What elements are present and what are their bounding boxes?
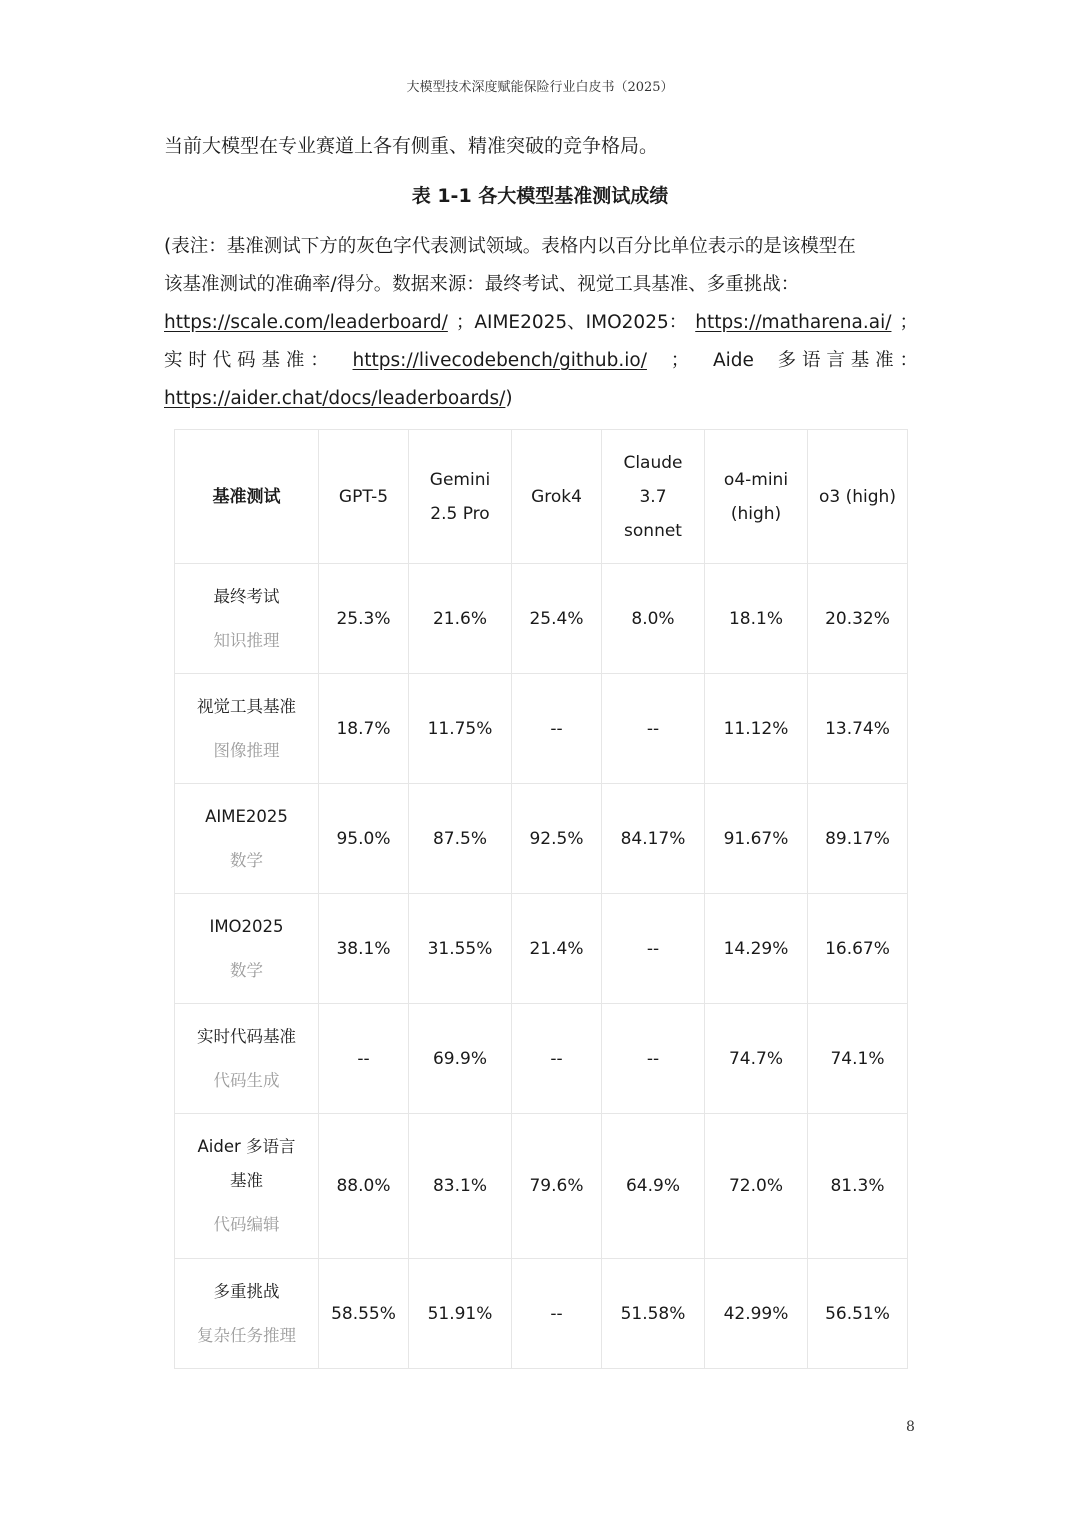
note-livecode-label: 实 时 代 码 基 准 ：	[164, 350, 329, 371]
score-cell: 83.1%	[409, 1114, 512, 1259]
score-cell: --	[319, 1004, 409, 1114]
score-cell: 51.58%	[602, 1259, 705, 1369]
header-model	[808, 430, 908, 564]
table-row	[175, 564, 908, 674]
score-cell: 74.1%	[808, 1004, 908, 1114]
score-cell: 11.12%	[705, 674, 808, 784]
benchmark-domain: 代码生成	[213, 1070, 280, 1090]
score-cell: 18.7%	[319, 674, 409, 784]
score-cell: 87.5%	[409, 784, 512, 894]
note-separator: ；	[899, 312, 918, 333]
note-line-4	[164, 342, 918, 380]
benchmark-domain: 代码编辑	[213, 1215, 280, 1234]
score-cell: 56.51%	[808, 1259, 908, 1369]
score-cell: 51.91%	[409, 1259, 512, 1369]
score-cell: 25.3%	[319, 564, 409, 674]
benchmark-domain: 数学	[230, 850, 263, 870]
header-benchmark: 基准测试	[175, 430, 319, 564]
benchmark-name: 视觉工具基准	[197, 696, 296, 716]
benchmark-name: 最终考试	[213, 586, 280, 606]
header-model	[319, 430, 409, 564]
model-name-line: 2.5 Pro	[430, 503, 490, 524]
score-cell: --	[512, 1004, 602, 1114]
model-name-line: GPT-5	[338, 486, 389, 507]
model-name-line: o4-mini	[723, 469, 789, 490]
score-cell: --	[512, 674, 602, 784]
score-cell: 81.3%	[808, 1114, 908, 1259]
score-cell: 8.0%	[602, 564, 705, 674]
table-row	[175, 674, 908, 784]
score-cell: 91.67%	[705, 784, 808, 894]
score-cell: 72.0%	[705, 1114, 808, 1259]
score-cell: 89.17%	[808, 784, 908, 894]
model-name-line: Claude	[623, 452, 683, 473]
benchmark-name: 实时代码基准	[197, 1026, 296, 1046]
score-cell: --	[602, 894, 705, 1004]
benchmark-domain: 复杂任务推理	[197, 1325, 296, 1345]
header-model	[602, 430, 705, 564]
benchmark-domain: 图像推理	[213, 740, 280, 760]
score-cell: 74.7%	[705, 1004, 808, 1114]
score-cell: 38.1%	[319, 894, 409, 1004]
model-name-line: (high)	[730, 503, 782, 524]
score-cell: 79.6%	[512, 1114, 602, 1259]
score-cell: --	[512, 1259, 602, 1369]
score-cell: 58.55%	[319, 1259, 409, 1369]
page-number: 8	[906, 1419, 915, 1435]
benchmark-cell	[175, 564, 319, 674]
table-row	[175, 1114, 908, 1259]
score-cell: 20.32%	[808, 564, 908, 674]
livecodebench-link[interactable]: https://livecodebench/github.io/	[352, 350, 647, 371]
score-cell: --	[602, 674, 705, 784]
benchmark-name: Aider 多语言	[197, 1137, 296, 1156]
note-multilang-label: 多 语 言 基 准 ：	[777, 350, 918, 371]
score-cell: 95.0%	[319, 784, 409, 894]
model-name-line: Grok4	[531, 486, 582, 507]
note-aime-imo-label: ；AIME2025、IMO2025：	[455, 312, 688, 333]
score-cell: --	[602, 1004, 705, 1114]
table-row	[175, 1004, 908, 1114]
score-cell: 69.9%	[409, 1004, 512, 1114]
aider-leaderboard-link[interactable]: https://aider.chat/docs/leaderboards/	[164, 388, 506, 409]
benchmark-domain: 数学	[230, 960, 263, 980]
table-row	[175, 894, 908, 1004]
score-cell: 92.5%	[512, 784, 602, 894]
benchmark-cell	[175, 894, 319, 1004]
score-cell: 31.55%	[409, 894, 512, 1004]
model-name-line: o3 (high)	[819, 486, 896, 507]
header-model	[512, 430, 602, 564]
score-cell: 21.6%	[409, 564, 512, 674]
benchmark-cell	[175, 784, 319, 894]
model-name-line: sonnet	[624, 520, 682, 541]
benchmark-cell	[175, 674, 319, 784]
benchmark-domain: 知识推理	[213, 630, 280, 650]
benchmark-cell	[175, 1004, 319, 1114]
intro-paragraph: 当前大模型在专业赛道上各有侧重、精准突破的竞争格局。	[164, 135, 659, 157]
score-cell: 14.29%	[705, 894, 808, 1004]
header-model	[705, 430, 808, 564]
table-note	[164, 228, 918, 418]
score-cell: 88.0%	[319, 1114, 409, 1259]
benchmark-table	[174, 429, 908, 1369]
benchmark-name: AIME2025	[205, 806, 288, 826]
score-cell: 64.9%	[602, 1114, 705, 1259]
benchmark-name: IMO2025	[209, 916, 284, 936]
running-header: 大模型技术深度赋能保险行业白皮书（2025）	[406, 80, 674, 95]
model-name-line: 3.7	[639, 486, 667, 507]
note-aide-label: Aide	[712, 350, 754, 371]
table-title: 表 1-1 各大模型基准测试成绩	[411, 185, 669, 207]
note-separator: ；	[670, 350, 690, 371]
score-cell: 42.99%	[705, 1259, 808, 1369]
score-cell: 25.4%	[512, 564, 602, 674]
score-cell: 11.75%	[409, 674, 512, 784]
benchmark-cell	[175, 1259, 319, 1369]
note-line-1: (表注：基准测试下方的灰色字代表测试领域。表格内以百分比单位表示的是该模型在	[164, 236, 856, 257]
table-row	[175, 1259, 908, 1369]
benchmark-name: 多重挑战	[213, 1281, 280, 1301]
score-cell: 84.17%	[602, 784, 705, 894]
benchmark-cell	[175, 1114, 319, 1259]
table-row	[175, 784, 908, 894]
score-cell: 13.74%	[808, 674, 908, 784]
model-name-line: Gemini	[429, 469, 491, 490]
table-header-row	[175, 430, 908, 564]
score-cell: 21.4%	[512, 894, 602, 1004]
note-line-2: 该基准测试的准确率/得分。数据来源：最终考试、视觉工具基准、多重挑战：	[164, 274, 800, 295]
note-line-5	[164, 380, 918, 418]
score-cell: 16.67%	[808, 894, 908, 1004]
table-body	[175, 564, 908, 1369]
scale-leaderboard-link[interactable]: https://scale.com/leaderboard/	[164, 312, 448, 333]
score-cell: 18.1%	[705, 564, 808, 674]
note-close-paren: )	[505, 388, 513, 409]
header-model	[409, 430, 512, 564]
benchmark-name: 基准	[230, 1171, 263, 1190]
matharena-link[interactable]: https://matharena.ai/	[695, 312, 892, 333]
note-line-3	[164, 304, 918, 342]
